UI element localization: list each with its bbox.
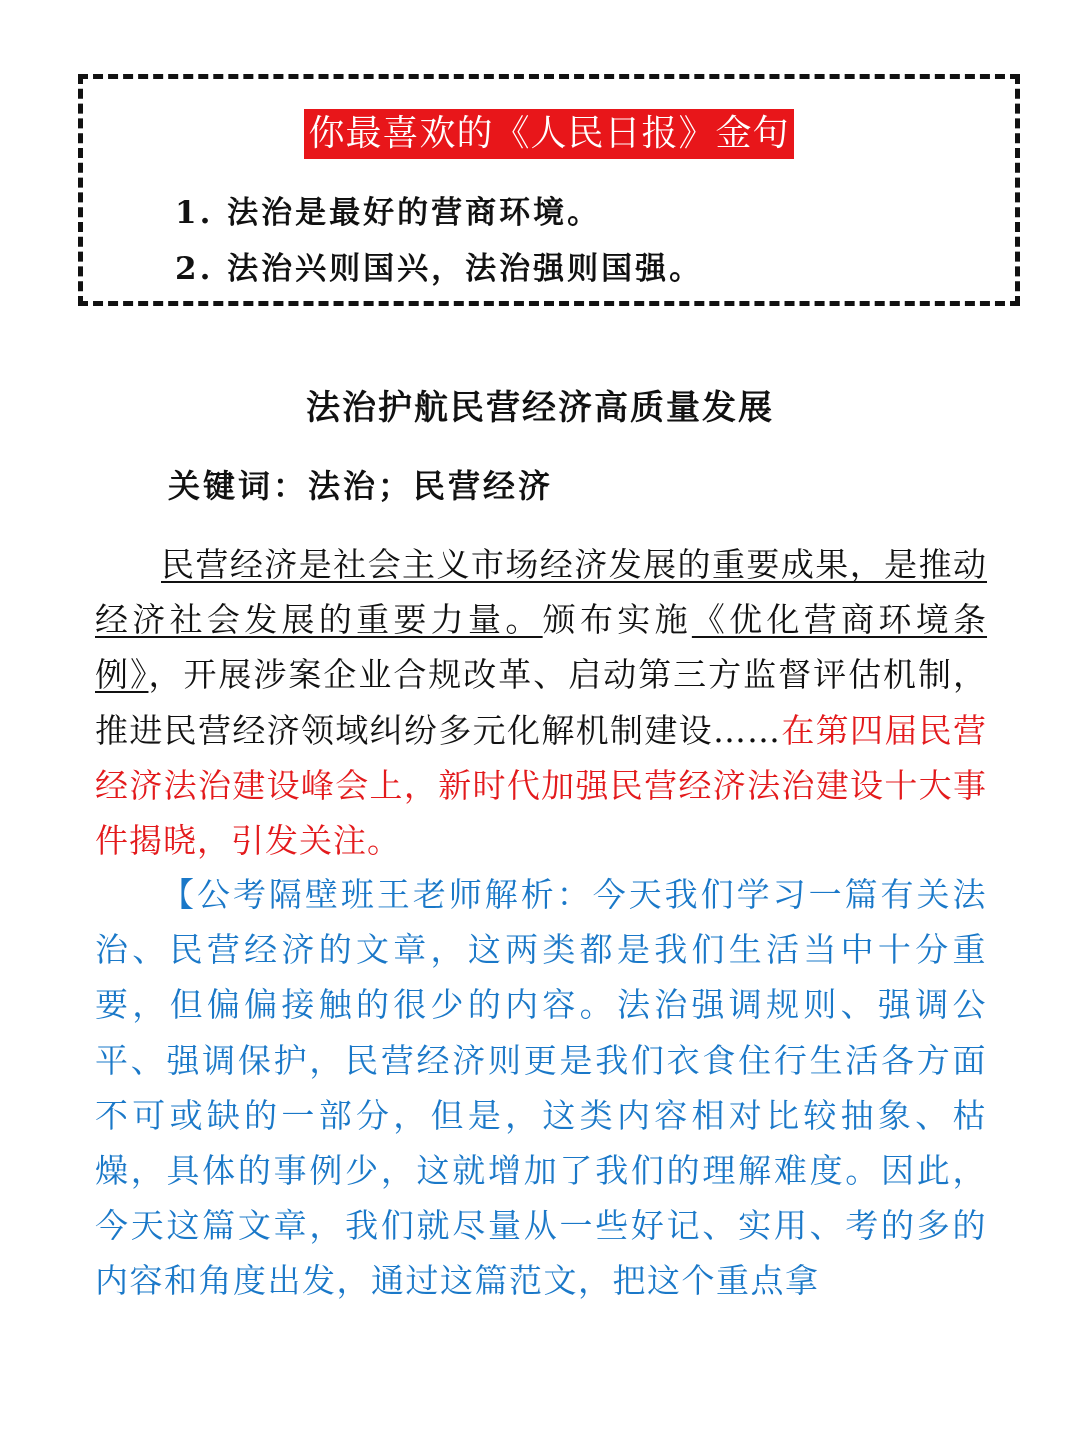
- article-keywords: 关键词：法治；民营经济: [168, 467, 554, 505]
- golden-quotes-box: [78, 74, 1020, 306]
- article-title: 法治护航民营经济高质量发展: [306, 388, 774, 428]
- underlined-text-b: 《优化营商环境条例》: [95, 600, 988, 695]
- quote-title-wrap: [83, 109, 1015, 159]
- article-paragraph-1: [95, 537, 987, 868]
- red-highlight-text: 在第四届民营经济法治建设峰会上，新时代加强民营经济法治建设十大事件揭晓，引发关注。: [95, 710, 988, 861]
- quote-box-title: 你最喜欢的《人民日报》金句: [304, 109, 793, 159]
- quote-item-1: 1. 法治是最好的营商环境。: [175, 195, 602, 231]
- plain-text-a: 颁布实施: [542, 600, 692, 640]
- plain-text-b: ，开展涉案企业合规改革、启动第三方监督评估机制，推进民营经济领域纠纷多元化解机制建设……: [95, 655, 988, 750]
- underlined-text-a: 民营经济是社会主义市场经济发展的重要成果，是推动经济社会发展的重要力量。: [95, 545, 987, 640]
- analysis-paragraph: 【公考隔壁班王老师解析：今天我们学习一篇有关法治、民营经济的文章，这两类都是我们生活当中十分重要，但偏偏接触的很少的内容。法治强调规则、强调公平、强调保护，民营经济则更是我们衣食住行生活各方面不可或缺的一部分，但是，这类内容相对比较抽象、枯燥，具体的事例少，这就增加了我们的理解难度。因此，今天这篇文章，我们就尽量从一些好记、实用、考的多的内容和角度出发，通过这篇范文，把这个重点拿: [95, 875, 987, 1301]
- quote-item-2: 2. 法治兴则国兴，法治强则国强。: [175, 251, 704, 287]
